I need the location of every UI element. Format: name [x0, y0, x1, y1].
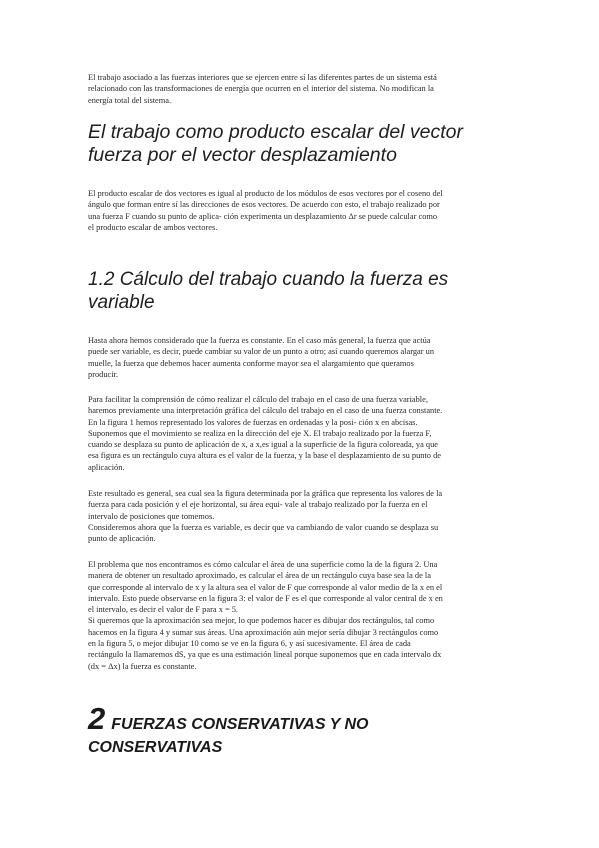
text-line: ángulo que forman entre sí las direcciones de esos vectores. De acuerdo con esto, el trabajo realizado por: [88, 200, 440, 210]
text-line: haremos previamente una interpretación gráfica del cálculo del trabajo en el caso de una fuerza constante.: [88, 406, 443, 416]
text-line: fuerza para cada posición y el eje horizontal, su área equi- vale al trabajo realizado por la fuerza en el: [88, 500, 428, 510]
text-line: El trabajo asociado a las fuerzas interiores que se ejercen entre sí las diferentes partes de un sistema está: [88, 73, 437, 82]
section-heading-scalar-product: [88, 121, 528, 167]
variable-force-paragraph-2: [88, 394, 512, 473]
text-line: el producto escalar de ambos vectores.: [88, 222, 218, 232]
text-line: Este resultado es general, sea cual sea la figura determinada por la gráfica que representa los valores de la: [88, 489, 443, 498]
variable-force-paragraph-1: [88, 335, 512, 380]
text-line: intervalo de posiciones que tomemos.: [88, 511, 215, 521]
text-line: el intervalo, es decir el valor de F para x = 5.: [88, 605, 239, 615]
text-line: Hasta ahora hemos considerado que la fuerza es constante. En el caso más general, la fuerza que actúa: [88, 336, 431, 345]
text-line: intervalo. Esto puede observarse en la figura 3: el valor de F es el que corresponde al valor central de x en: [88, 593, 443, 603]
text-line: punto de aplicación.: [88, 534, 156, 544]
text-line: (dx = Δx) la fuerza es constante.: [88, 661, 197, 671]
section-heading-variable-force: [88, 268, 528, 314]
text-line: manera de obtener un resultado aproximado, es calcular el área de un rectángulo cuya base sea la de la: [88, 571, 431, 581]
section-number: 2: [88, 701, 106, 736]
text-line: Si queremos que la aproximación sea mejor, lo que podemos hacer es dibujar dos rectángulos, tal como: [88, 616, 435, 626]
text-line: El problema que nos encontramos es cómo calcular el área de una superficie como la de la figura 2. Una: [88, 560, 438, 569]
heading-line: CONSERVATIVAS: [88, 739, 223, 756]
heading-line: fuerza por el vector desplazamiento: [88, 144, 397, 166]
text-line: energía total del sistema.: [88, 95, 172, 105]
text-line: esa figura es un rectángulo cuya altura es el valor de la fuerza, y la base el desplazamiento de su punto de: [88, 451, 441, 461]
variable-force-paragraph-3: [88, 488, 512, 544]
text-line: Suponemos que el movimiento se realiza en la dirección del eje X. El trabajo realizado por la fuerza F,: [88, 428, 432, 438]
text-line: El producto escalar de dos vectores es igual al producto de los módulos de esos vectores por el coseno del: [88, 189, 443, 198]
text-line: puede ser variable, es decir, puede cambiar su valor de un punto a otro; así cuando queremos alargar un: [88, 347, 435, 357]
text-line: que corresponde al intervalo de x y la altura sea el valor de F que corresponde al valor medio de la x en el: [88, 582, 443, 592]
heading-line: El trabajo como producto escalar del vector: [88, 121, 464, 143]
text-line: una fuerza F cuando su punto de aplica- ción experimenta un desplazamiento Δr se puede calcular como: [88, 211, 438, 221]
heading-text: FUERZAS CONSERVATIVAS Y NO: [111, 716, 369, 733]
text-line: En la figura 1 hemos representado los valores de fuerzas en ordenadas y la posi- ción x en abcisas.: [88, 417, 418, 427]
text-line: aplicación.: [88, 462, 125, 472]
text-line: rectángulo la llamaremos dS, ya que es una estimación lineal porque suponemos que en cada intervalo dx: [88, 650, 442, 660]
text-line: Consideremos ahora que la fuerza es variable, es decir que va cambiando de valor cuando se desplaza su: [88, 522, 439, 532]
intro-paragraph: [88, 72, 512, 106]
text-line: hacemos en la figura 4 y sumar sus áreas. Una aproximación aún mejor sería dibujar 3 rectángulos como: [88, 627, 439, 637]
section-heading-conservative-forces: [88, 700, 528, 759]
text-line: producir.: [88, 369, 119, 379]
variable-force-paragraph-4: [88, 559, 512, 672]
text-line: en la figura 5, o mejor dibujar 10 como se ve en la figura 6, y así sucesivamente. El área de cada: [88, 639, 411, 649]
text-line: cuando se desplaza su punto de aplicación de x, a x,es igual a la superficie de la figura coloreada, ya que: [88, 440, 438, 450]
heading-line: 1.2 Cálculo del trabajo cuando la fuerza es: [88, 269, 449, 290]
text-line: relacionado con las transformaciones de energía que ocurren en el interior del sistema. No modifican la: [88, 84, 434, 94]
scalar-product-paragraph: [88, 188, 512, 233]
heading-line: variable: [88, 292, 155, 313]
heading-line: [88, 700, 528, 737]
text-line: muelle, la fuerza que debemos hacer aumenta conforme mayor sea el alargamiento que queramos: [88, 358, 414, 368]
text-line: Para facilitar la comprensión de cómo realizar el cálculo del trabajo en el caso de una fuerza variable,: [88, 395, 428, 404]
